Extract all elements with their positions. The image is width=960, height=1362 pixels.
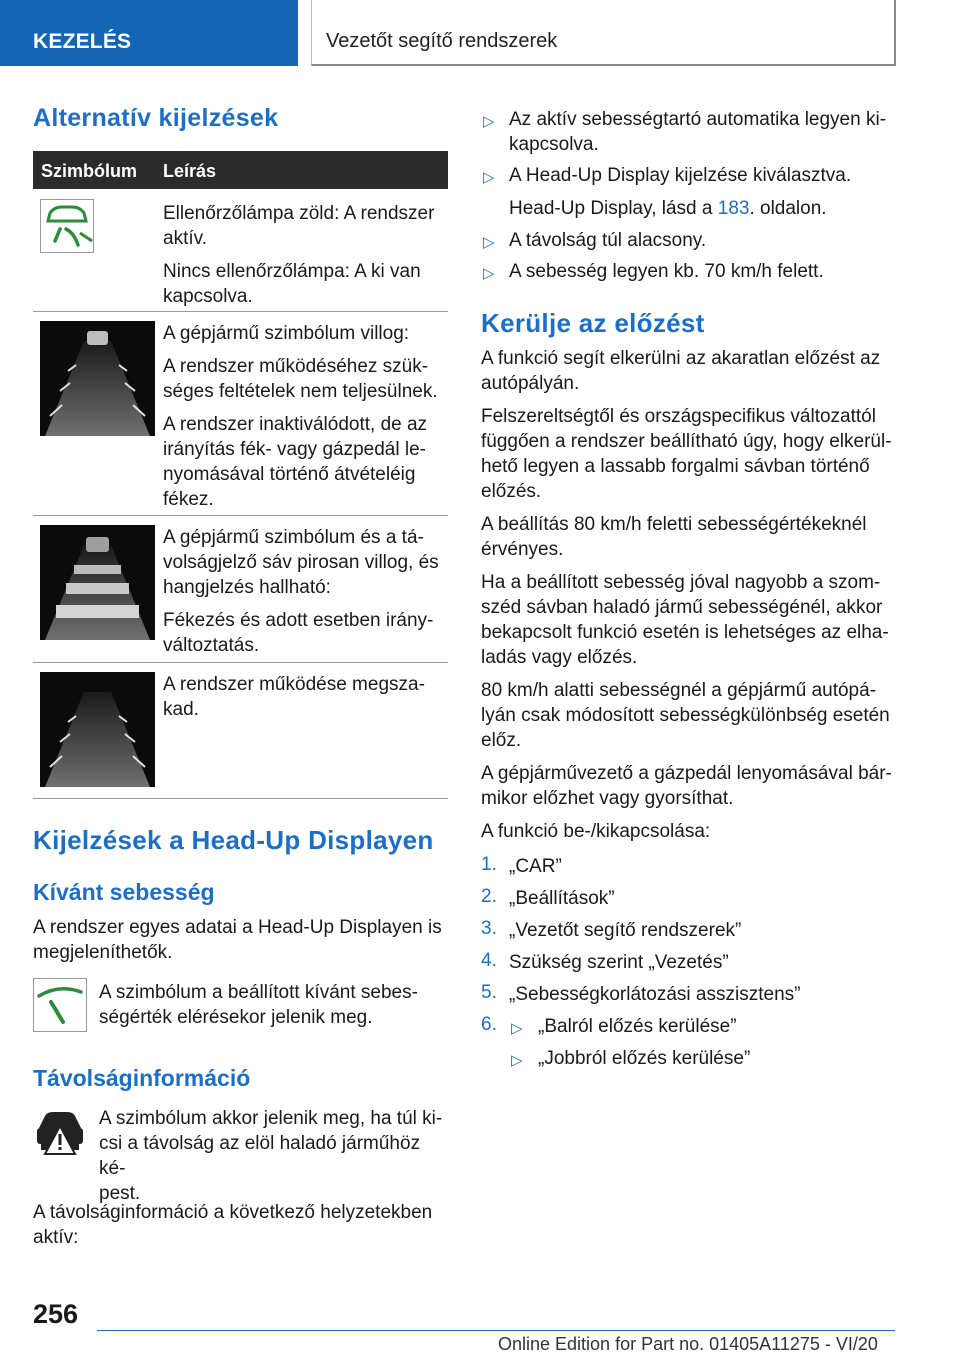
text-line: hető legyen a lassabb forgalmi sávban történő: [481, 456, 870, 477]
row3-line: Fékezés és adott esetben irány-: [163, 610, 434, 631]
page-link[interactable]: 183: [717, 198, 750, 219]
col-symbol-header: Szimbólum: [41, 161, 138, 181]
row1-desc: [163, 201, 448, 309]
step-number: 3.: [481, 918, 497, 939]
triangle-bullet-icon: ▷: [483, 113, 495, 130]
text-line: megjeleníthetők.: [33, 942, 173, 963]
triangle-bullet-icon: ▷: [511, 1020, 523, 1037]
text-line: A szimbólum akkor jelenik meg, ha túl ki-: [99, 1108, 443, 1129]
step-text: „CAR”: [509, 856, 562, 877]
distance-info-text: [33, 1200, 448, 1250]
page-number: 256: [33, 1299, 79, 1329]
row1-line: aktív.: [163, 228, 207, 249]
distance-symbol-text: [99, 1106, 448, 1206]
hud-page-ref: [509, 196, 899, 221]
footer-divider: [97, 1330, 895, 1331]
desired-speed-symbol-text: [99, 980, 448, 1030]
alt-displays-heading: Alternatív kijelzések: [33, 104, 279, 132]
bullet-item: [509, 107, 899, 157]
row1-line: kapcsolva.: [163, 286, 253, 307]
row4-line: A rendszer működése megsza-: [163, 674, 425, 695]
row2-line: irányítás fék- vagy gázpedál le-: [163, 439, 426, 460]
text-line: A Head-Up Display kijelzése kiválasztva.: [509, 165, 852, 186]
avoid-overtaking-body: [481, 346, 896, 844]
text-line: pest.: [99, 1183, 141, 1204]
step-subtext: „Jobbról előzés kerülése”: [538, 1048, 751, 1069]
step-number: 4.: [481, 950, 497, 971]
edition-text: Online Edition for Part no. 01405A11275 - VI/20: [498, 1334, 878, 1354]
row2-line: séges feltételek nem teljesülnek.: [163, 381, 438, 402]
system-interrupted-icon: [40, 672, 155, 787]
step-text: „Beállítások”: [509, 888, 615, 909]
row3-line: volságjelző sáv pirosan villog, és: [163, 552, 439, 573]
row4-line: kad.: [163, 699, 199, 720]
desired-speed-heading: Kívánt sebesség: [33, 879, 215, 905]
hud-heading: Kijelzések a Head-Up Displayen: [33, 825, 434, 855]
row-divider: [33, 662, 448, 663]
text-line: A távolság túl alacsony.: [509, 230, 707, 251]
chapter-tab: [311, 0, 896, 66]
text-line: érvényes.: [481, 539, 564, 560]
text-line: A funkció be-/kikapcsolása:: [481, 821, 711, 842]
text-line: A távolságinformáció a következő helyzetekben: [33, 1202, 433, 1223]
text-line: Felszereltségtől és országspecifikus változattól: [481, 406, 876, 427]
ref-text: . oldalon.: [749, 198, 827, 219]
text-line: mikor előzhet vagy gyorsíthat.: [481, 788, 734, 809]
row2-line: A rendszer inaktiválódott, de az: [163, 414, 428, 435]
green-lamp-icon: [40, 199, 94, 253]
bullet-item: [509, 259, 899, 284]
distance-warning-icon: [33, 1106, 87, 1160]
step-text: „Balról előzés kerülése”: [538, 1016, 737, 1037]
table-header: [33, 151, 448, 189]
desired-speed-text: [33, 915, 448, 965]
row-divider: [33, 515, 448, 516]
bullet-item: [509, 163, 899, 188]
vehicle-distance-bar-icon: [40, 525, 155, 640]
row2-desc: [163, 321, 448, 512]
section-tab: [0, 0, 298, 66]
triangle-bullet-icon: ▷: [483, 265, 495, 282]
step-number: 5.: [481, 982, 497, 1003]
row3-line: változtatás.: [163, 635, 260, 656]
text-line: lyán csak módosított sebességkülönbség esetén: [481, 705, 890, 726]
text-line: A gépjárművezető a gázpedál lenyomásával bár-: [481, 763, 892, 784]
col-desc-header: Leírás: [163, 161, 217, 181]
row-divider: [33, 311, 448, 312]
step-number: 2.: [481, 886, 497, 907]
row2-line: nyomásával történő átvételéig: [163, 464, 416, 485]
vehicle-blinking-icon: [40, 321, 155, 436]
text-line: A szimbólum a beállított kívánt sebes-: [99, 982, 418, 1003]
text-line: előzés.: [481, 481, 542, 502]
row4-desc: [163, 672, 448, 722]
chapter-title: Vezetőt segítő rendszerek: [326, 30, 558, 52]
text-line: kapcsolva.: [509, 134, 599, 155]
triangle-bullet-icon: ▷: [483, 169, 495, 186]
text-line: autópályán.: [481, 373, 580, 394]
row1-line: Ellenőrzőlámpa zöld: A rendszer: [163, 203, 435, 224]
distance-info-heading: Távolságinformáció: [33, 1065, 251, 1091]
row2-line: A rendszer működéséhez szük-: [163, 356, 429, 377]
text-line: függően a rendszer beállítható úgy, hogy elkerül-: [481, 431, 892, 452]
bullet-item: [509, 228, 899, 253]
row1-line: Nincs ellenőrzőlámpa: A ki van: [163, 261, 421, 282]
text-line: bekapcsolt funkció esetén is lehetséges az elha-: [481, 622, 889, 643]
row3-line: A gépjármű szimbólum és a tá-: [163, 527, 424, 548]
desired-speed-icon: [33, 978, 87, 1032]
text-line: ségérték elérésekor jelenik meg.: [99, 1007, 373, 1028]
text-line: Ha a beállított sebesség jóval nagyobb a szom-: [481, 572, 881, 593]
text-line: ladás vagy előzés.: [481, 647, 638, 668]
row3-desc: [163, 525, 448, 658]
text-line: A funkció segít elkerülni az akaratlan előzést az: [481, 348, 881, 369]
row2-line: A gépjármű szimbólum villog:: [163, 323, 410, 344]
triangle-bullet-icon: ▷: [511, 1052, 523, 1069]
step-text: „Sebességkorlátozási asszisztens”: [509, 984, 801, 1005]
text-line: aktív:: [33, 1227, 79, 1248]
row-divider: [33, 798, 448, 799]
step-text: „Vezetőt segítő rendszerek”: [509, 920, 742, 941]
text-line: A rendszer egyes adatai a Head-Up Displayen is: [33, 917, 442, 938]
text-line: 80 km/h alatti sebességnél a gépjármű autópá-: [481, 680, 877, 701]
text-line: A sebesség legyen kb. 70 km/h felett.: [509, 261, 824, 282]
avoid-overtaking-heading: Kerülje az előzést: [481, 308, 705, 338]
step-text: Szükség szerint „Vezetés”: [509, 952, 729, 973]
row2-line: fékez.: [163, 489, 214, 510]
row3-line: hangjelzés hallható:: [163, 577, 331, 598]
text-line: széd sávban haladó jármű sebességénél, akkor: [481, 597, 883, 618]
text-line: Az aktív sebességtartó automatika legyen ki-: [509, 109, 887, 130]
text-line: A beállítás 80 km/h feletti sebességértékeknél: [481, 514, 867, 535]
text-line: csi a távolság az elöl haladó járműhöz ké-: [99, 1133, 421, 1179]
step-number: 1.: [481, 854, 497, 875]
text-line: előz.: [481, 730, 522, 751]
step-number: 6.: [481, 1014, 497, 1035]
ref-text: Head-Up Display, lásd a: [509, 198, 718, 219]
section-title: KEZELÉS: [33, 30, 132, 53]
triangle-bullet-icon: ▷: [483, 234, 495, 251]
